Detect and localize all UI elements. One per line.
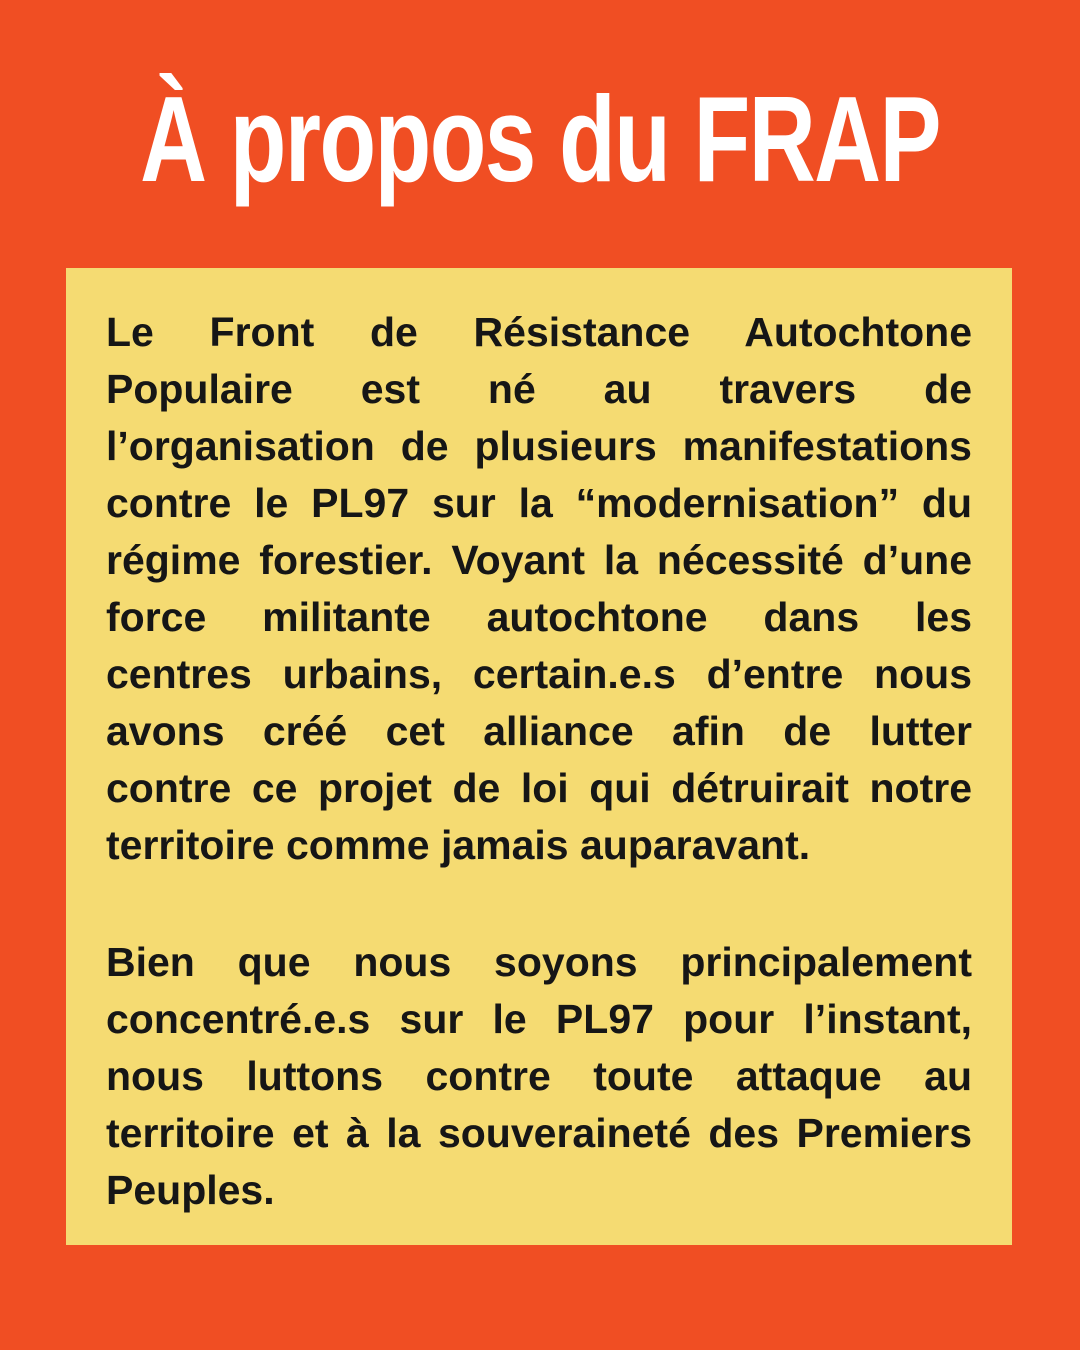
body-line: territoire et à la souveraineté des Premiers — [106, 1110, 972, 1156]
body-line: Bien que nous soyons principalement — [106, 939, 972, 985]
body-line: territoire comme jamais auparavant. — [106, 822, 811, 868]
body-line: contre ce projet de loi qui détruirait notre — [106, 765, 972, 811]
body-line: centres urbains, certain.e.s d’entre nous — [106, 651, 972, 697]
body-line: concentré.e.s sur le PL97 pour l’instant, — [106, 996, 972, 1042]
about-paragraph-1 — [106, 304, 972, 874]
content-panel — [66, 268, 1012, 1245]
body-line: nous luttons contre toute attaque au — [106, 1053, 972, 1099]
body-line: régime forestier. Voyant la nécessité d’une — [106, 537, 972, 583]
body-line: avons créé cet alliance afin de lutter — [106, 708, 972, 754]
page-title: À propos du FRAP — [140, 71, 940, 207]
body-line: l’organisation de plusieurs manifestations — [106, 423, 972, 469]
about-paragraph-2 — [106, 934, 972, 1219]
body-line: Populaire est né au travers de — [106, 366, 972, 412]
body-line: contre le PL97 sur la “modernisation” du — [106, 480, 972, 526]
body-line: Le Front de Résistance Autochtone — [106, 309, 972, 355]
body-line: force militante autochtone dans les — [106, 594, 972, 640]
body-line: Peuples. — [106, 1167, 275, 1213]
